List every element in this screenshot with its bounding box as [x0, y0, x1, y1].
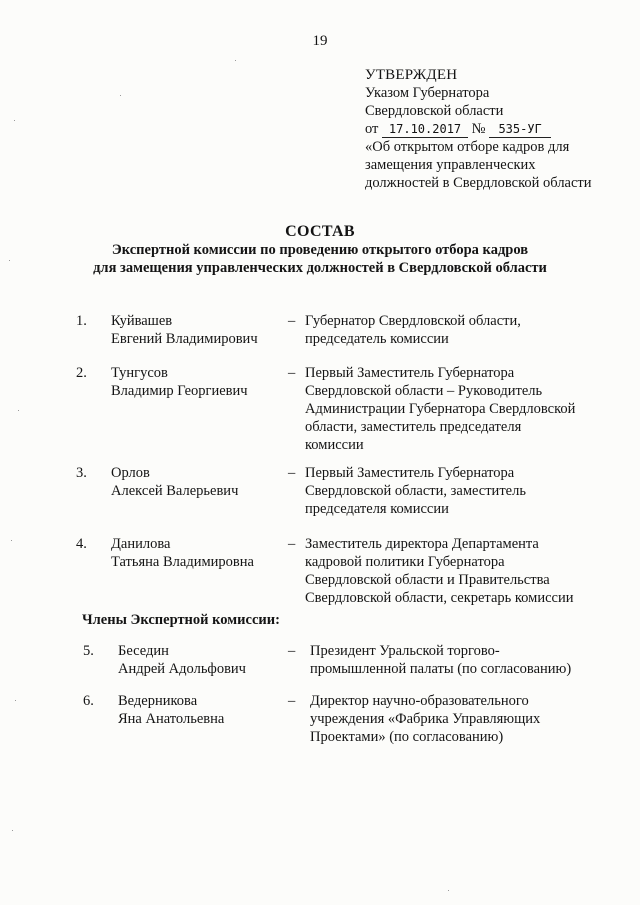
decree-title-line: должностей в Свердловской области: [365, 175, 592, 191]
scan-speck: [18, 410, 19, 411]
decree-title-line: замещения управленческих: [365, 157, 536, 173]
title-line: Экспертной комиссии по проведению открытого отбора кадров: [111, 242, 529, 258]
role-line: Заместитель директора Департамента: [305, 536, 539, 552]
role-line: промышленной палаты (по согласованию): [310, 661, 572, 677]
date-prefix: от: [365, 121, 379, 137]
dash: –: [288, 536, 296, 552]
role-line: Свердловской области, секретарь комиссии: [305, 590, 574, 606]
surname: Ведерникова: [118, 693, 198, 709]
role-line: области, заместитель председателя: [305, 419, 522, 435]
member-name: [111, 535, 254, 571]
decree-number: 535-УГ: [489, 122, 551, 138]
title-line: для замещения управленческих должностей в Свердловской области: [93, 260, 547, 276]
decree-date: 17.10.2017: [382, 122, 468, 138]
member-name: [111, 312, 258, 348]
title-main: СОСТАВ: [285, 223, 355, 240]
dash: –: [288, 693, 296, 709]
entry-number: 6.: [83, 693, 94, 709]
role-line: Проектами» (по согласованию): [310, 729, 504, 745]
role-line: Свердловской области, заместитель: [305, 483, 526, 499]
scan-speck: [11, 540, 12, 541]
role-line: Администрации Губернатора Свердловской: [305, 401, 576, 417]
scan-speck: [14, 120, 15, 121]
role-line: Президент Уральской торгово-: [310, 643, 500, 659]
surname: Данилова: [111, 536, 171, 552]
entry-number: 4.: [76, 536, 87, 552]
approval-stamp: [365, 66, 627, 192]
entry-number: 1.: [76, 313, 87, 329]
approval-line: Указом Губернатора: [365, 85, 490, 101]
role-line: Свердловской области и Правительства: [305, 572, 550, 588]
member-role: [305, 364, 575, 454]
approval-line: Свердловской области: [365, 103, 504, 119]
role-line: Свердловской области – Руководитель: [305, 383, 543, 399]
entry-number: 5.: [83, 643, 94, 659]
entry-number: 3.: [76, 465, 87, 481]
page-number: 19: [312, 33, 328, 49]
surname: Куйвашев: [111, 313, 173, 329]
given-names: Владимир Георгиевич: [111, 383, 248, 399]
scan-speck: [12, 830, 13, 831]
member-name: [111, 364, 248, 400]
decree-title-line: «Об открытом отборе кадров для: [365, 139, 570, 155]
number-sign: №: [471, 121, 486, 137]
approval-heading: УТВЕРЖДЕН: [365, 67, 458, 83]
given-names: Яна Анатольевна: [118, 711, 225, 727]
member-role: [305, 464, 526, 518]
role-line: Первый Заместитель Губернатора: [305, 465, 515, 481]
given-names: Андрей Адольфович: [118, 661, 246, 677]
approval-date-line: [365, 120, 627, 138]
document-title: [0, 222, 640, 277]
dash: –: [288, 643, 296, 659]
role-line: кадровой политики Губернатора: [305, 554, 505, 570]
surname: Орлов: [111, 465, 150, 481]
member-role: [310, 692, 540, 746]
surname: Тунгусов: [111, 365, 168, 381]
scan-speck: [120, 95, 121, 96]
entry-number: 2.: [76, 365, 87, 381]
role-line: учреждения «Фабрика Управляющих: [310, 711, 541, 727]
given-names: Алексей Валерьевич: [111, 483, 239, 499]
role-line: Первый Заместитель Губернатора: [305, 365, 515, 381]
dash: –: [288, 465, 296, 481]
role-line: председателя комиссии: [305, 501, 449, 517]
dash: –: [288, 365, 296, 381]
given-names: Евгений Владимирович: [111, 331, 258, 347]
surname: Беседин: [118, 643, 169, 659]
role-line: Директор научно-образовательного: [310, 693, 529, 709]
member-name: [111, 464, 238, 500]
given-names: Татьяна Владимировна: [111, 554, 254, 570]
member-role: [310, 642, 571, 678]
members-heading: Члены Экспертной комиссии:: [82, 612, 280, 628]
member-role: [305, 312, 521, 348]
dash: –: [288, 313, 296, 329]
role-line: Губернатор Свердловской области,: [305, 313, 521, 329]
member-name: [118, 642, 246, 678]
scan-speck: [448, 890, 449, 891]
scan-speck: [15, 700, 16, 701]
member-role: [305, 535, 573, 607]
member-name: [118, 692, 224, 728]
scan-speck: [235, 60, 236, 61]
role-line: комиссии: [305, 437, 364, 453]
role-line: председатель комиссии: [305, 331, 449, 347]
